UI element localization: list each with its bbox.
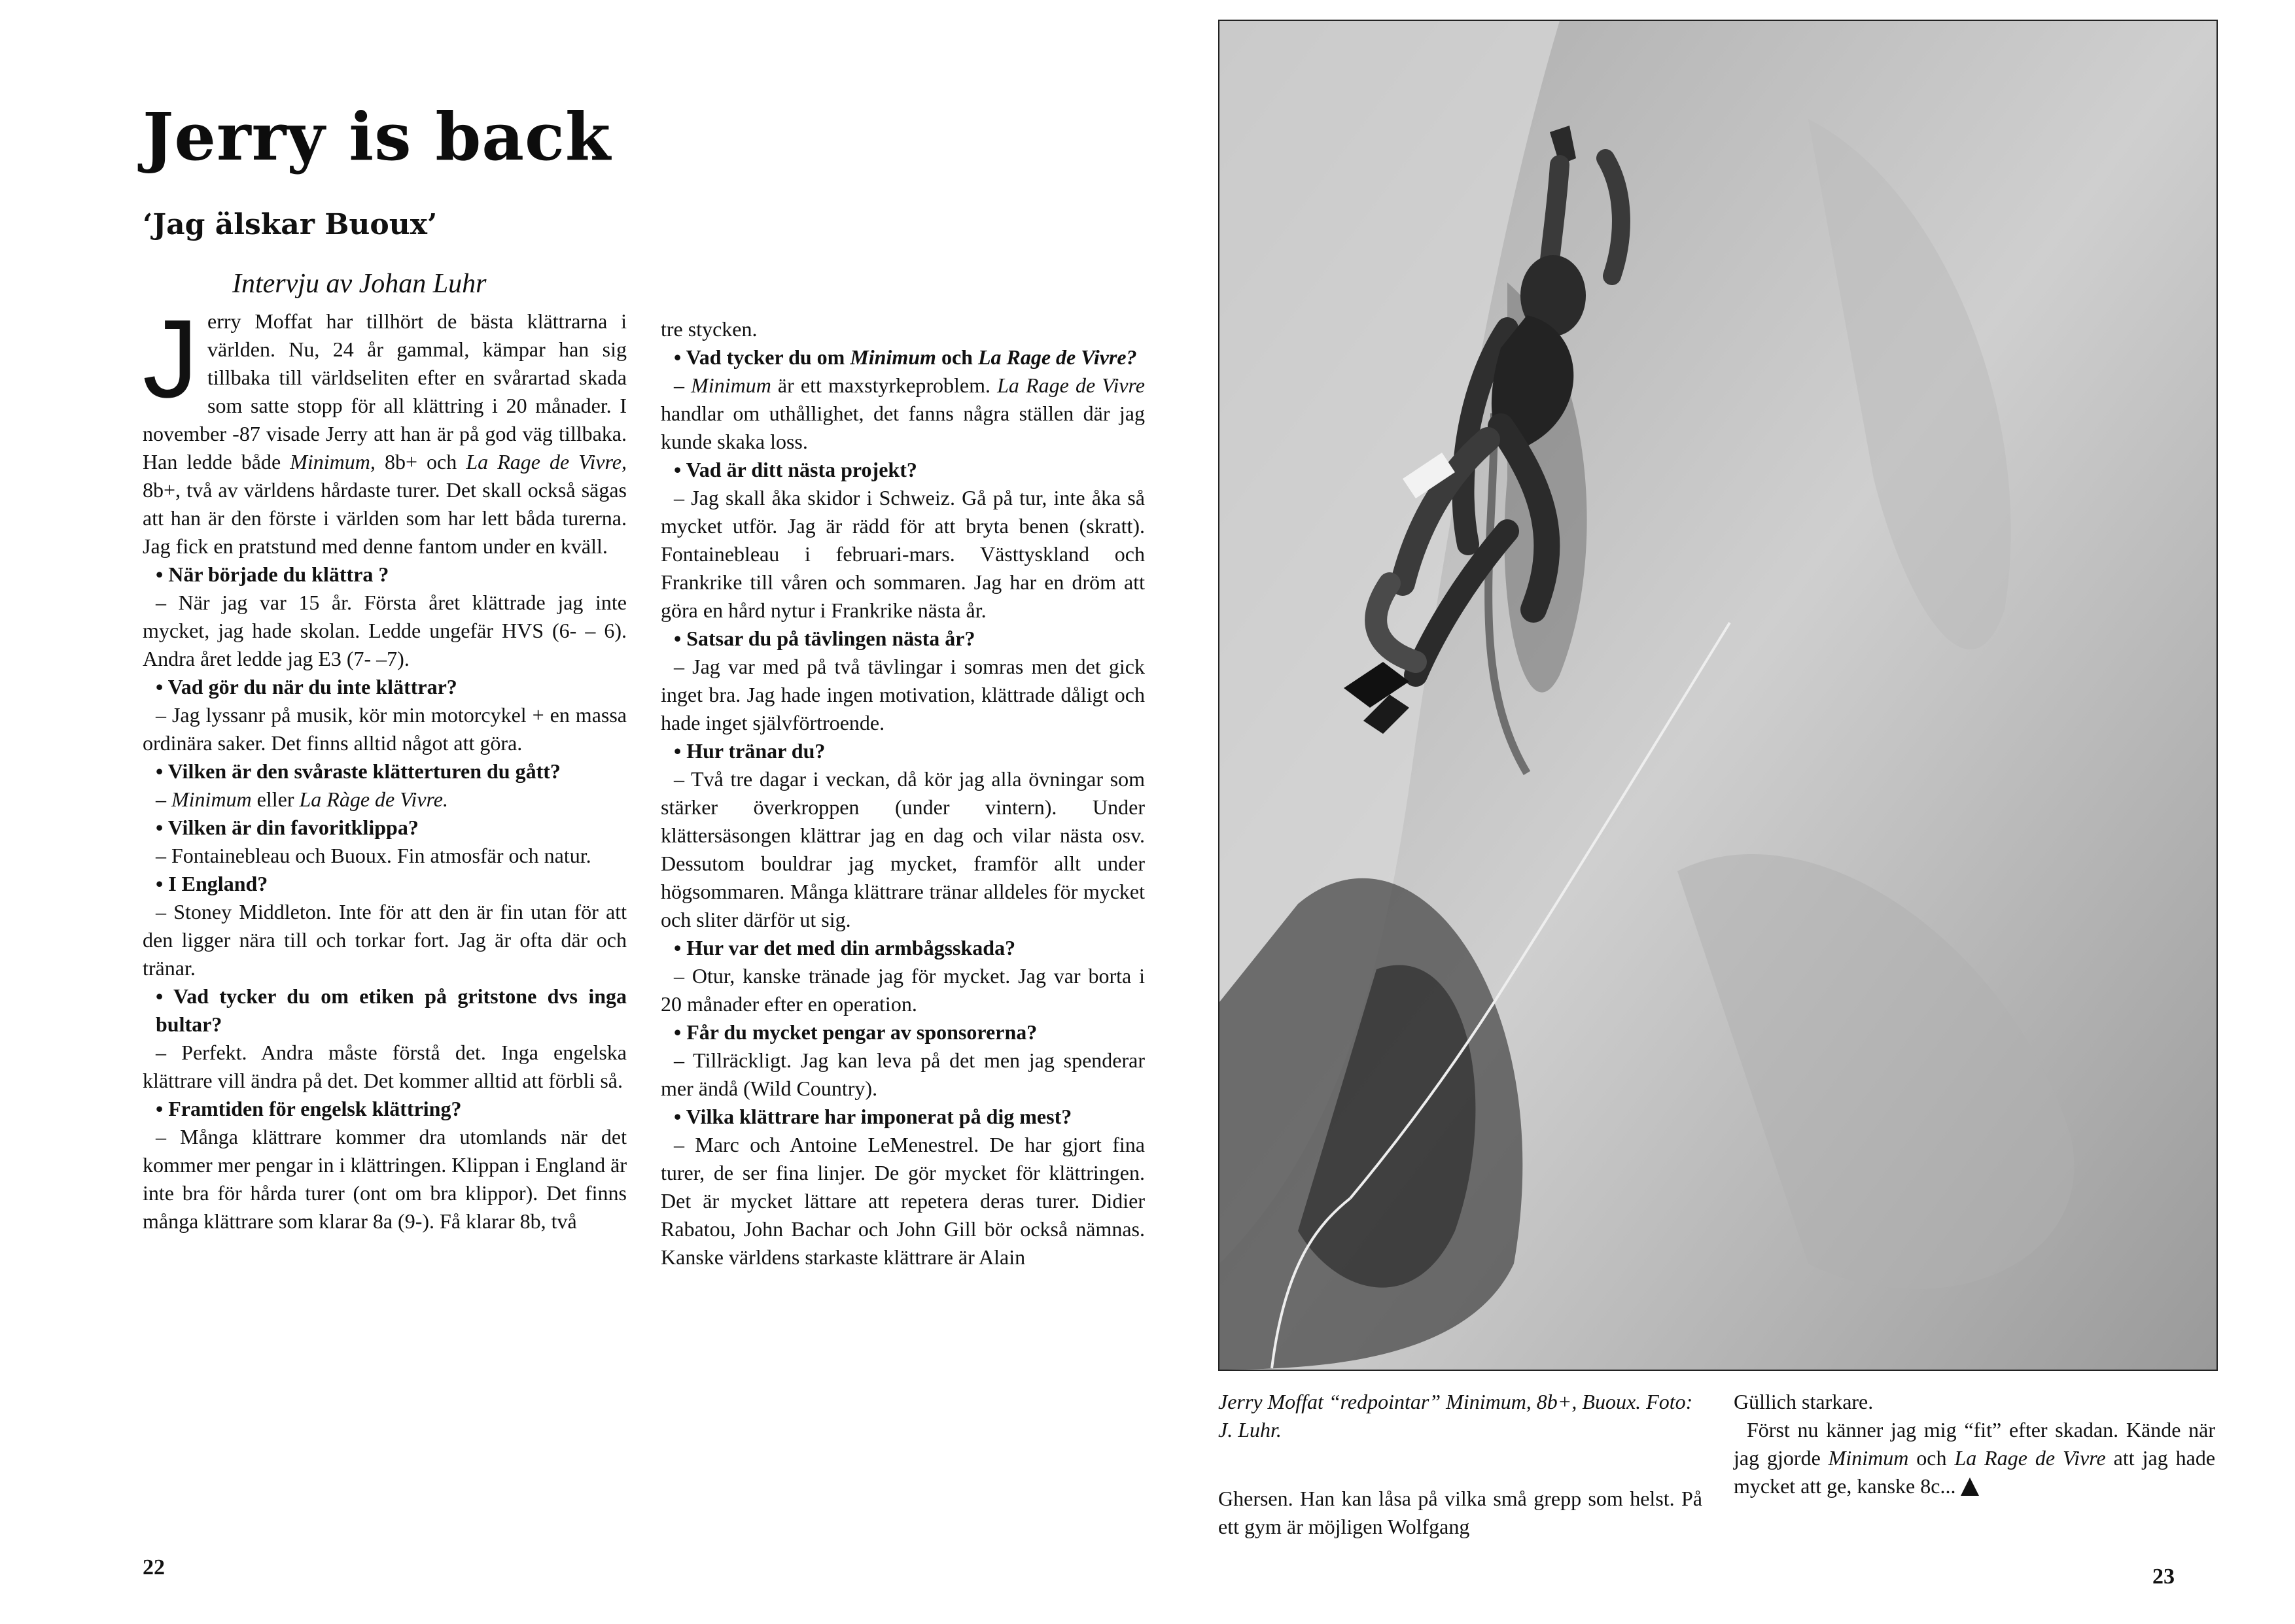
answer-run: eller: [251, 787, 300, 811]
closing-run: La Rage de Vivre: [1954, 1446, 2106, 1470]
answer-run: –: [156, 787, 171, 811]
interview-answer: [143, 898, 627, 982]
article-title: Jerry is back: [143, 98, 612, 175]
answer-run: – Marc och Antoine LeMenestrel. De har gjort fina turer, de ser fina linjer. De gör mycket för klättringen. Det är mycket lättare att repetera deras turer. Didier Rabatou, John Bachar och John Gill bör också nämnas. Kanske världens starkaste klättrare är Alain: [661, 1133, 1145, 1269]
intro-paragraph: [143, 297, 627, 561]
interview-answer: [143, 589, 627, 673]
text-column-1: [143, 297, 627, 1235]
triangle-end-icon: [1961, 1477, 1979, 1496]
question-run: • Hur tränar du?: [674, 739, 826, 763]
interview-question: • Framtiden för engelsk klättring?: [156, 1097, 462, 1120]
closing-run: att jag hade mycket att ge, kanske 8c...: [1734, 1446, 2216, 1498]
answer-run: – Tillräckligt. Jag kan leva på det men jag spenderar mer ändå (Wild Country).: [661, 1048, 1145, 1100]
interview-answer: [143, 786, 627, 814]
intro-run: 8b+, två av världens hårdaste turer. Det skall också sägas att han är den förste i världen som har lett båda turerna. Jag fick en pratstund med denne fantom under en kväll.: [143, 478, 627, 558]
qa-list-2: [661, 343, 1145, 1271]
interview-answer: [143, 701, 627, 757]
interview-question: [661, 1018, 1145, 1046]
text-column-4: [1734, 1388, 2215, 1500]
intro-run: erry Moffat har tillhört de bästa klättrarna i världen. Nu, 24 år gammal, kämpar han sig tillbaka till världseliten efter en svårartad skada som satte stopp för all klättring i 20 månader. I november -87 visade Jerry att han är på god väg tillbaka. Han ledde både: [143, 309, 627, 474]
question-run: • Vad är ditt nästa projekt?: [674, 458, 917, 481]
interview-answer: [661, 1046, 1145, 1103]
answer-run: – Otur, kanske tränade jag för mycket. Jag var borta i 20 månader efter en operation.: [661, 964, 1145, 1016]
question-run: • Får du mycket pengar av sponsorerna?: [674, 1020, 1038, 1044]
photo-caption: Jerry Moffat “redpointar” Minimum, 8b+, Buoux. Foto: J. Luhr.: [1218, 1390, 1693, 1442]
answer-run: Minimum: [171, 787, 252, 811]
interview-question: [661, 343, 1145, 371]
text-column-3: [1218, 1485, 1702, 1541]
interview-question: [661, 456, 1145, 484]
intro-run: La Rage de Vivre,: [466, 450, 627, 474]
question-run: La Rage de Vivre?: [977, 345, 1137, 369]
column-3-text: Ghersen. Han kan låsa på vilka små grepp som helst. På ett gym är möjligen Wolfgang: [1218, 1487, 1702, 1538]
interview-answer: [661, 962, 1145, 1018]
interview-question: [661, 625, 1145, 653]
interview-question: [661, 934, 1145, 962]
answer-run: – Stoney Middleton. Inte för att den är fin utan för att den ligger nära till och torkar fort. Jag är ofta där och tränar.: [143, 900, 627, 980]
answer-run: – Jag lyssanr på musik, kör min motorcykel + en massa ordinära saker. Det finns alltid något att göra.: [143, 703, 627, 755]
article-subtitle: ‘Jag älskar Buoux’: [143, 208, 438, 241]
question-run: • Satsar du på tävlingen nästa år?: [674, 627, 975, 650]
question-run: • Hur var det med din armbågsskada?: [674, 936, 1016, 959]
qa-list-1: [143, 561, 627, 1235]
column-2-lead: tre stycken.: [661, 317, 758, 341]
answer-run: La Ràge de Vivre.: [299, 787, 448, 811]
closing-run: Först nu känner jag mig “fit” efter skadan. Kände när jag gjorde: [1734, 1418, 2215, 1470]
interview-answer: [143, 1123, 627, 1235]
article-byline: Intervju av Johan Luhr: [232, 269, 487, 299]
answer-run: –: [674, 373, 692, 397]
answer-run: – Många klättrare kommer dra utomlands när det kommer mer pengar in i klättringen. Klippan i England är inte bra för hårda turer (ont om bra klippor). Det finns många klättrare som klarar 8a (9-). Få klarar 8b, två: [143, 1125, 627, 1233]
closing-paragraph: [1734, 1416, 2215, 1500]
answer-run: – När jag var 15 år. Första året klättrade jag inte mycket, jag hade skolan. Ledde ungefär HVS (6- – 6). Andra året ledde jag E3 (7- –7).: [143, 591, 627, 670]
closing-paragraph: Güllich starkare.: [1734, 1390, 1874, 1413]
climber-photo-icon: [1219, 21, 2216, 1370]
interview-answer: [143, 1039, 627, 1095]
interview-answer: [661, 653, 1145, 737]
answer-run: – Perfekt. Andra måste förstå det. Inga engelska klättrare vill ändra på det. Det kommer alltid att förbli så.: [143, 1041, 627, 1092]
interview-question: • Vad gör du när du inte klättrar?: [156, 675, 457, 699]
interview-answer: [661, 765, 1145, 934]
climber-photo: [1218, 20, 2218, 1371]
answer-run: är ett maxstyrkeproblem.: [771, 373, 998, 397]
answer-run: – Två tre dagar i veckan, då kör jag alla övningar som stärker överkroppen (under vintern). Under klättersäsongen klättrar jag en dag och vilar nästa osv. Dessutom bouldrar jag mycket, framför allt under högsommaren. Många klättrare tränar alldeles för mycket och sliter därför ut sig.: [661, 767, 1145, 931]
interview-answer: [661, 484, 1145, 625]
question-run: • Vad tycker du om: [674, 345, 850, 369]
intro-run: 8b+ och: [375, 450, 466, 474]
interview-answer: [143, 842, 627, 870]
interview-question: [661, 1103, 1145, 1131]
question-run: Minimum: [850, 345, 936, 369]
answer-run: – Jag var med på två tävlingar i somras men det gick inget bra. Jag hade ingen motivation, klättrade dåligt och hade inget självförtroende.: [661, 655, 1145, 734]
question-run: och: [936, 345, 978, 369]
page-number-left: 22: [143, 1555, 165, 1580]
interview-question: • Vilken är din favoritklippa?: [156, 816, 419, 839]
question-run: • Vilka klättrare har imponerat på dig mest?: [674, 1105, 1072, 1128]
interview-question: • I England?: [156, 872, 268, 895]
answer-run: handlar om uthållighet, det fanns några ställen där jag kunde skaka loss.: [661, 402, 1145, 453]
interview-question: • Vad tycker du om etiken på gritstone dvs inga bultar?: [156, 984, 627, 1036]
closing-run: och: [1908, 1446, 1955, 1470]
drop-cap: J: [143, 297, 198, 421]
answer-run: – Fontainebleau och Buoux. Fin atmosfär och natur.: [156, 844, 591, 867]
intro-run: Minimum,: [290, 450, 376, 474]
page-number-right: 23: [2152, 1564, 2175, 1589]
answer-run: – Jag skall åka skidor i Schweiz. Gå på tur, inte åka så mycket utför. Jag är rädd för att bryta benen (skratt). Fontainebleau i februari-mars. Västtyskland och Frankrike till våren och sommaren. Jag har en dröm att göra en hård nytur i Frankrike nästa år.: [661, 486, 1145, 622]
closing-run: Minimum: [1828, 1446, 1909, 1470]
interview-answer: [661, 371, 1145, 456]
interview-question: • Vilken är den svåraste klätterturen du gått?: [156, 759, 561, 783]
answer-run: Minimum: [691, 373, 771, 397]
interview-answer: [661, 1131, 1145, 1271]
interview-question: [661, 737, 1145, 765]
answer-run: La Rage de Vivre: [997, 373, 1146, 397]
text-column-2: [661, 315, 1145, 1271]
intro-text: [143, 297, 627, 558]
interview-question: • När började du klättra ?: [156, 562, 389, 586]
